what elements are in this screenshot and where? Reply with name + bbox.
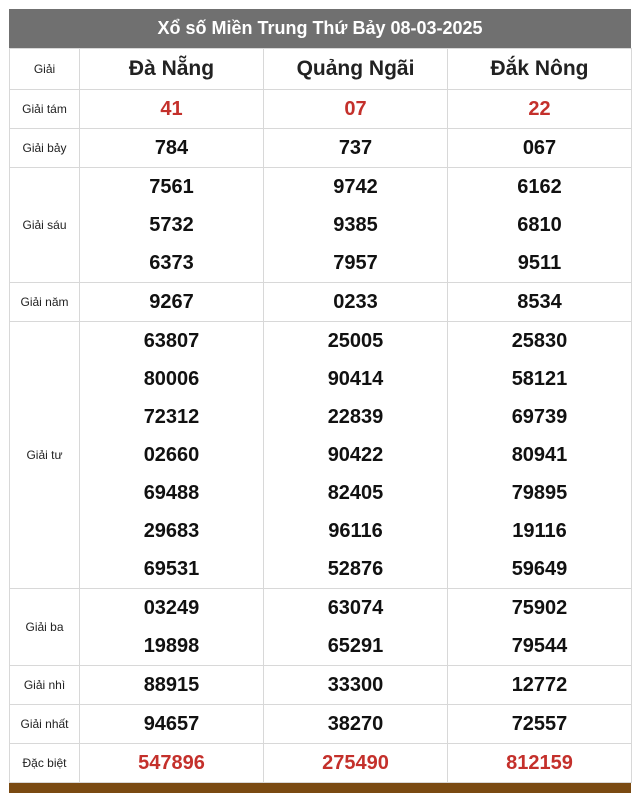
winning-number: 6373	[149, 252, 194, 274]
prize-label-cell	[10, 666, 80, 705]
number-list	[80, 589, 263, 665]
number-list	[264, 589, 447, 665]
prize-numbers-cell	[264, 589, 448, 666]
prize-row	[10, 90, 632, 129]
number-list	[448, 283, 631, 321]
winning-number: 9742	[333, 176, 378, 198]
header-label-text: Giải	[33, 62, 56, 76]
winning-number: 65291	[327, 635, 384, 657]
prize-label: Giải tám	[22, 102, 67, 116]
prize-label-cell	[10, 129, 80, 168]
winning-number: 79895	[511, 482, 568, 504]
winning-number: 9267	[149, 291, 194, 313]
winning-number: 52876	[327, 558, 384, 580]
prize-label-cell	[10, 744, 80, 783]
prize-label: Giải ba	[25, 620, 64, 634]
prize-numbers-cell	[448, 90, 632, 129]
winning-number: 59649	[511, 558, 568, 580]
winning-number: 812159	[506, 752, 573, 774]
prize-numbers-cell	[264, 90, 448, 129]
prize-label-cell	[10, 90, 80, 129]
number-list	[80, 168, 263, 282]
prize-numbers-cell	[448, 705, 632, 744]
prize-label-cell	[10, 322, 80, 589]
winning-number: 80941	[511, 444, 568, 466]
number-list	[80, 666, 263, 704]
winning-number: 7561	[149, 176, 194, 198]
winning-number: 275490	[322, 752, 389, 774]
prize-numbers-cell	[448, 129, 632, 168]
prize-numbers-cell	[80, 666, 264, 705]
prize-row	[10, 129, 632, 168]
winning-number: 38270	[327, 713, 384, 735]
number-list	[448, 90, 631, 128]
winning-number: 69488	[143, 482, 200, 504]
number-list	[264, 283, 447, 321]
winning-number: 25005	[327, 330, 384, 352]
results-title: Xổ số Miền Trung Thứ Bảy 08-03-2025	[9, 9, 631, 48]
prize-label: Giải sáu	[22, 218, 67, 232]
prize-numbers-cell	[448, 666, 632, 705]
prize-label-cell	[10, 705, 80, 744]
number-list	[80, 90, 263, 128]
winning-number: 22839	[327, 406, 384, 428]
winning-number: 82405	[327, 482, 384, 504]
prize-numbers-cell	[264, 705, 448, 744]
prize-row	[10, 666, 632, 705]
prize-label: Giải nhất	[20, 717, 69, 731]
number-list	[448, 129, 631, 167]
number-list	[448, 705, 631, 743]
number-list	[80, 283, 263, 321]
winning-number: 88915	[143, 674, 200, 696]
winning-number: 12772	[511, 674, 568, 696]
prize-numbers-cell	[80, 90, 264, 129]
footer-bar	[9, 783, 631, 793]
winning-number: 22	[528, 98, 551, 120]
prize-label: Đặc biệt	[22, 756, 67, 770]
winning-number: 63074	[327, 597, 384, 619]
prize-numbers-cell	[448, 283, 632, 322]
prize-numbers-cell	[264, 666, 448, 705]
number-list	[448, 589, 631, 665]
prize-label-cell	[10, 589, 80, 666]
winning-number: 90422	[327, 444, 384, 466]
prize-numbers-cell	[80, 322, 264, 589]
number-list	[80, 744, 263, 782]
province-name[interactable]: Đà Nẵng	[128, 57, 215, 80]
winning-number: 19116	[512, 520, 567, 542]
prize-numbers-cell	[264, 283, 448, 322]
number-list	[80, 322, 263, 588]
prize-numbers-cell	[80, 705, 264, 744]
prize-numbers-cell	[448, 589, 632, 666]
number-list	[264, 666, 447, 704]
winning-number: 547896	[138, 752, 205, 774]
prize-numbers-cell	[264, 744, 448, 783]
winning-number: 19898	[143, 635, 200, 657]
winning-number: 6810	[517, 214, 562, 236]
winning-number: 75902	[511, 597, 568, 619]
winning-number: 5732	[149, 214, 194, 236]
number-list	[80, 705, 263, 743]
winning-number: 33300	[327, 674, 384, 696]
winning-number: 94657	[143, 713, 200, 735]
header-row	[10, 49, 632, 90]
number-list	[264, 744, 447, 782]
winning-number: 6162	[517, 176, 562, 198]
winning-number: 80006	[143, 368, 200, 390]
header-province-da-nang[interactable]	[80, 49, 264, 90]
winning-number: 737	[338, 137, 373, 159]
number-list	[448, 168, 631, 282]
winning-number: 7957	[333, 252, 378, 274]
winning-number: 9511	[517, 252, 562, 274]
winning-number: 25830	[511, 330, 568, 352]
prize-numbers-cell	[448, 322, 632, 589]
prize-row	[10, 283, 632, 322]
prize-numbers-cell	[80, 744, 264, 783]
prize-numbers-cell	[264, 322, 448, 589]
prize-numbers-cell	[448, 744, 632, 783]
prize-label-cell	[10, 168, 80, 283]
prize-label-cell	[10, 283, 80, 322]
prize-row	[10, 589, 632, 666]
winning-number: 69531	[143, 558, 200, 580]
winning-number: 79544	[511, 635, 568, 657]
results-body	[10, 49, 632, 783]
number-list	[448, 744, 631, 782]
prize-row	[10, 322, 632, 589]
number-list	[448, 322, 631, 588]
prize-numbers-cell	[80, 129, 264, 168]
prize-numbers-cell	[264, 168, 448, 283]
winning-number: 07	[344, 98, 367, 120]
prize-label: Giải năm	[20, 295, 69, 309]
number-list	[448, 666, 631, 704]
prize-label: Giải bảy	[22, 141, 67, 155]
province-name[interactable]: Đắk Nông	[490, 57, 589, 80]
prize-numbers-cell	[448, 168, 632, 283]
winning-number: 03249	[143, 597, 200, 619]
winning-number: 0233	[333, 291, 378, 313]
winning-number: 72557	[511, 713, 568, 735]
lottery-results-table	[9, 48, 632, 783]
prize-numbers-cell	[80, 589, 264, 666]
prize-row	[10, 168, 632, 283]
winning-number: 41	[160, 98, 183, 120]
winning-number: 72312	[143, 406, 200, 428]
winning-number: 784	[154, 137, 189, 159]
number-list	[264, 168, 447, 282]
winning-number: 067	[522, 137, 557, 159]
prize-numbers-cell	[264, 129, 448, 168]
number-list	[264, 705, 447, 743]
header-province-quang-ngai[interactable]	[264, 49, 448, 90]
winning-number: 69739	[511, 406, 568, 428]
prize-numbers-cell	[80, 168, 264, 283]
winning-number: 58121	[511, 368, 568, 390]
number-list	[264, 129, 447, 167]
prize-label: Giải nhì	[23, 678, 66, 692]
winning-number: 63807	[143, 330, 200, 352]
province-name[interactable]: Quảng Ngãi	[296, 57, 415, 80]
number-list	[80, 129, 263, 167]
header-province-dak-nong[interactable]	[448, 49, 632, 90]
prize-label: Giải tư	[26, 448, 63, 462]
winning-number: 96116	[328, 520, 383, 542]
number-list	[264, 322, 447, 588]
number-list	[264, 90, 447, 128]
winning-number: 29683	[143, 520, 200, 542]
prize-row	[10, 705, 632, 744]
winning-number: 8534	[517, 291, 562, 313]
winning-number: 9385	[333, 214, 378, 236]
header-prize-label	[10, 49, 80, 90]
prize-numbers-cell	[80, 283, 264, 322]
winning-number: 02660	[143, 444, 200, 466]
prize-row	[10, 744, 632, 783]
winning-number: 90414	[327, 368, 384, 390]
